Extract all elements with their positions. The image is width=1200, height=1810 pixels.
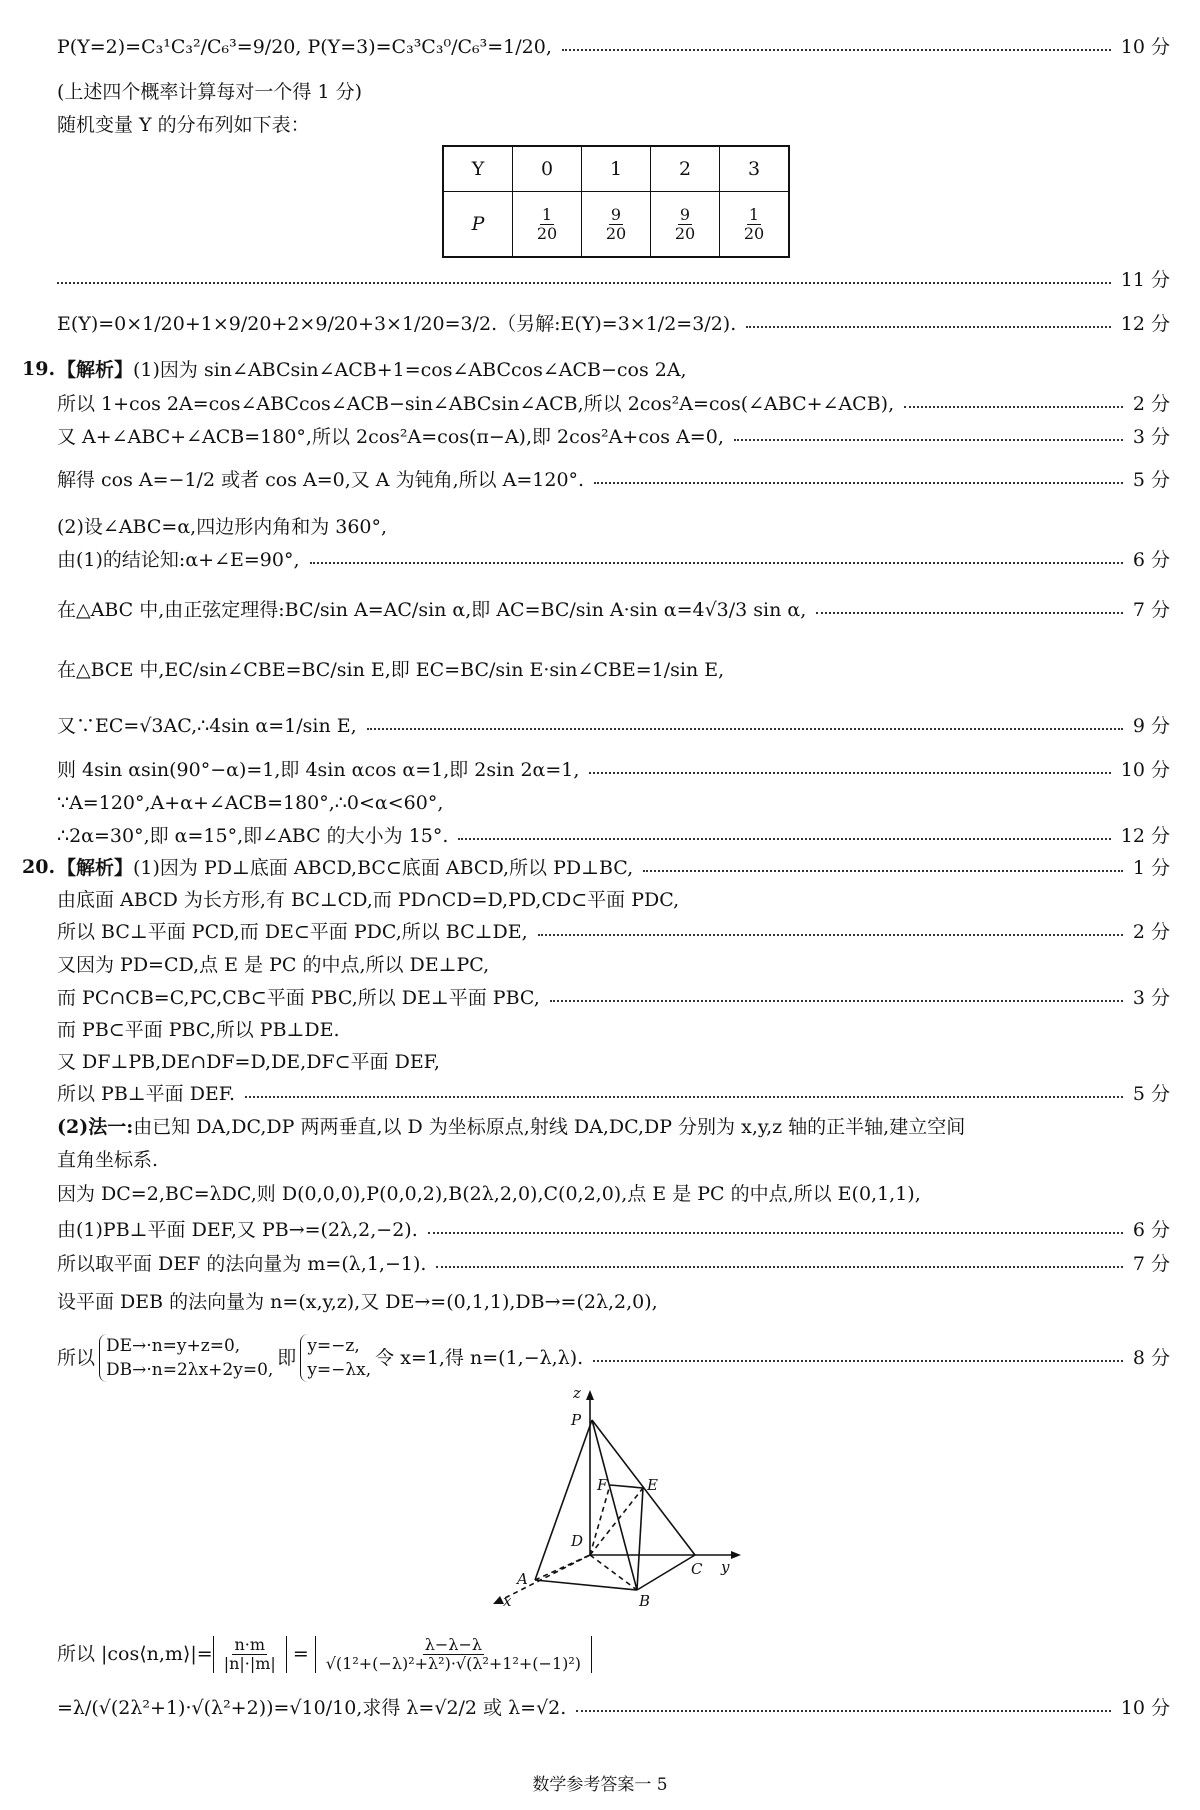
numerator: 9 [679,204,691,224]
denominator: √(1²+(−λ)²+λ²)·√(λ²+1²+(−1)²) [325,1653,582,1673]
equation: DB→·n=2λx+2y=0, [106,1360,274,1380]
line-q19-7 [57,598,1170,622]
equals-sign: = [292,1643,309,1665]
line-text: 直角坐标系. [57,1149,159,1171]
equation-system-1 [99,1334,273,1382]
line-text: 令 x=1,得 n=(1,−λ,λ). [375,1347,584,1369]
leader-dots [538,934,1123,936]
line-text: 又因为 PD=CD,点 E 是 PC 的中点,所以 DE⊥PC, [57,954,490,976]
table-cell: 0 [513,146,582,192]
line-text: (上述四个概率计算每对一个得 1 分) [57,81,362,103]
score-label: 6 分 [1132,1219,1170,1241]
score-label: 9 分 [1132,715,1170,737]
method-label: (2)法一: [57,1116,134,1138]
line-q20-3 [57,920,1170,944]
cos-lhs: |cos⟨n,m⟩|= [101,1643,213,1665]
line-prefix: 所以 [57,1347,96,1369]
line-text: 而 PC∩CB=C,PC,CB⊂平面 PBC,所以 DE⊥平面 PBC, [57,987,540,1009]
leader-dots [57,282,1111,284]
equation: y=−z, [307,1336,360,1356]
table-cell: Y [443,146,513,192]
distribution-table [442,145,790,258]
leader-dots [734,439,1123,441]
line-text: 解得 cos A=−1/2 或者 cos A=0,又 A 为钝角,所以 A=120°. [57,469,585,491]
y-arrow-icon [731,1551,741,1559]
line-q20-cos [57,1626,1170,1682]
leader-dots [576,1710,1110,1712]
equation: DE→·n=y+z=0, [106,1336,241,1356]
leader-dots [310,562,1123,564]
abs-value [213,1636,287,1673]
table-cell: 1 [582,146,651,192]
line-text: 所以取平面 DEF 的法向量为 m=(λ,1,−1). [57,1253,427,1275]
line-q19-11 [57,791,1170,815]
score-label: 12 分 [1120,313,1170,335]
line-text: 由已知 DA,DC,DP 两两垂直,以 D 为坐标原点,射线 DA,DC,DP 分别为 x,y,z 轴的正半轴,建立空间 [133,1116,966,1138]
line-text: 又∵EC=√3AC,∴4sin α=1/sin E, [57,715,357,737]
line-q20-2 [57,888,1170,912]
line-text: 所以 BC⊥平面 PCD,而 DE⊂平面 PDC,所以 BC⊥DE, [57,921,528,943]
table-cell [582,192,651,258]
line-text: E(Y)=0×1/20+1×9/20+2×9/20+3×1/20=3/2.（另解:E(Y)=3×1/2=3/2). [57,313,737,335]
line-text: 由底面 ABCD 为长方形,有 BC⊥CD,而 PD∩CD=D,PD,CD⊂平面 PDC, [57,889,680,911]
score-label: 6 分 [1132,549,1170,571]
line-q19-3 [57,425,1170,449]
line-q19-2 [57,392,1170,416]
line-q20-8 [57,1082,1170,1106]
line-expectation [57,312,1170,336]
line-q19-8 [57,658,1170,682]
line-note-scoring [57,80,1170,104]
table-cell: 2 [651,146,720,192]
score-label: 11 分 [1120,269,1170,291]
line-text: 因为 DC=2,BC=λDC,则 D(0,0,0),P(0,0,2),B(2λ,2,0),C(0,2,0),点 E 是 PC 的中点,所以 E(0,1,1), [57,1183,921,1205]
question-number-20: 20. [22,856,56,878]
fraction [535,206,559,243]
score-label: 1 分 [1132,857,1170,879]
equation-system-2 [300,1334,371,1382]
line-text: ∴2α=30°,即 α=15°,即∠ABC 的大小为 15°. [57,825,449,847]
score-label: 10 分 [1120,36,1170,58]
line-q19-12 [57,824,1170,848]
denominator: 20 [605,223,627,243]
line-text: 则 4sin αsin(90°−α)=1,即 4sin αcos α=1,即 2sin 2α=1, [57,759,580,781]
line-text: 由(1)PB⊥平面 DEF,又 PB→=(2λ,2,−2). [57,1219,418,1241]
score-label: 8 分 [1132,1347,1170,1369]
score-label: 10 分 [1120,1697,1170,1719]
leader-dots [458,838,1110,840]
fraction [604,206,628,243]
question-number-19: 19. [22,358,56,380]
equation: y=−λx, [307,1360,372,1380]
score-label: 3 分 [1132,987,1170,1009]
label-A: A [517,1570,528,1588]
numerator: 1 [541,204,553,224]
line-q20-9 [57,1115,1170,1139]
line-q19-5 [57,515,1170,539]
label-E: E [647,1476,658,1494]
score-label: 2 分 [1132,393,1170,415]
table-cell [651,192,720,258]
score-label: 5 分 [1132,469,1170,491]
line-text: (1)因为 sin∠ABCsin∠ACB+1=cos∠ABCcos∠ACB−cos 2A, [133,359,687,381]
edge-PC [592,1420,695,1555]
table-row [443,146,789,192]
leader-dots [550,1000,1123,1002]
line-text: 由(1)的结论知:α+∠E=90°, [57,549,300,571]
score-label: 5 分 [1132,1083,1170,1105]
edge-FE [610,1485,643,1488]
label-x: x [503,1592,512,1610]
numerator: λ−λ−λ [424,1634,482,1654]
edge-BC [637,1555,695,1590]
line-q20-6 [57,1018,1170,1042]
line-text: ∵A=120°,A+α+∠ACB=180°,∴0<α<60°, [57,792,444,814]
leader-dots [589,772,1110,774]
line-q20-14 [57,1290,1170,1314]
leader-dots [436,1266,1122,1268]
leader-dots [428,1232,1123,1234]
line-q20-15 [57,1330,1170,1386]
label-D: D [571,1532,584,1550]
numerator: 9 [610,204,622,224]
denominator: |n|·|m| [223,1653,276,1673]
line-text: 又 DF⊥PB,DE∩DF=D,DE,DF⊂平面 DEF, [57,1051,440,1073]
line-q20-7 [57,1050,1170,1074]
analysis-tag: 【解析】 [57,857,134,879]
line-mid: 即 [277,1347,297,1369]
denominator: 20 [743,223,765,243]
score-label: 2 分 [1132,921,1170,943]
edge-PA [535,1420,592,1580]
table-row [443,192,789,258]
analysis-tag: 【解析】 [57,359,134,381]
edge-EB [637,1488,643,1590]
z-arrow-icon [586,1390,594,1400]
score-label: 7 分 [1132,599,1170,621]
line-q20-12 [57,1218,1170,1242]
leader-dots [594,482,1123,484]
line-q19-4 [57,468,1170,492]
denominator: 20 [674,223,696,243]
label-P: P [571,1411,582,1429]
label-y: y [721,1558,730,1576]
label-z: z [573,1384,581,1402]
line-q20-13 [57,1252,1170,1276]
line-q20-10 [57,1148,1170,1172]
page-footer: 数学参考答案一 5 [532,1775,668,1795]
line-11-points [57,268,1170,292]
line-text: 所以 1+cos 2A=cos∠ABCcos∠ACB−sin∠ABCsin∠ACB,所以 2cos²A=cos(∠ABC+∠ACB), [57,393,895,415]
line-text: =λ/(√(2λ²+1)·√(λ²+2))=√10/10,求得 λ=√2/2 或 λ=√2. [57,1697,567,1719]
fraction [673,206,697,243]
fraction [222,1636,278,1673]
leader-dots [593,1360,1123,1362]
line-text: (1)因为 PD⊥底面 ABCD,BC⊂底面 ABCD,所以 PD⊥BC, [133,857,634,879]
line-q20-result [57,1696,1170,1720]
line-q19-9 [57,714,1170,738]
line-q19-1 [57,358,1170,382]
leader-dots [904,406,1123,408]
table-cell [720,192,790,258]
leader-dots [816,612,1123,614]
denominator: 20 [536,223,558,243]
label-B: B [639,1592,651,1610]
label-F: F [597,1476,608,1494]
table-cell: 3 [720,146,790,192]
fraction [742,206,766,243]
line-text: 所以 PB⊥平面 DEF. [57,1083,236,1105]
line-q19-10 [57,758,1170,782]
edge-AB [535,1580,637,1590]
leader-dots [746,326,1111,328]
score-label: 3 分 [1132,426,1170,448]
line-text: 随机变量 Y 的分布列如下表： [57,114,310,136]
line-text: 设平面 DEB 的法向量为 n=(x,y,z),又 DE→=(0,1,1),DB→=(2λ,2,0), [57,1291,658,1313]
line-q20-4 [57,953,1170,977]
leader-dots [367,728,1123,730]
leader-dots [643,870,1123,872]
numerator: n·m [234,1634,266,1654]
numerator: 1 [748,204,760,224]
line-q19-6 [57,548,1170,572]
line-text: 在△ABC 中,由正弦定理得:BC/sin A=AC/sin α,即 AC=BC/sin A·sin α=4√3/3 sin α, [57,599,807,621]
pyramid-figure [485,1380,745,1610]
label-C: C [691,1560,703,1578]
line-text: 而 PB⊂平面 PBC,所以 PB⊥DE. [57,1019,340,1041]
line-q20-11 [57,1182,1170,1206]
leader-dots [562,49,1111,51]
line-text: (2)设∠ABC=α,四边形内角和为 360°, [57,516,388,538]
edge-DF [590,1485,610,1555]
line-distribution-intro [57,113,1170,137]
line-text: P(Y=2)=C₃¹C₃²/C₆³=9/20, P(Y=3)=C₃³C₃⁰/C₆³=1/20, [57,36,552,58]
table-cell [513,192,582,258]
score-label: 10 分 [1120,759,1170,781]
score-label: 12 分 [1120,825,1170,847]
fraction [324,1636,583,1673]
line-p-y2-y3 [57,35,1170,59]
abs-value [315,1636,592,1673]
line-q20-5 [57,986,1170,1010]
line-text: 又 A+∠ABC+∠ACB=180°,所以 2cos²A=cos(π−A),即 2cos²A+cos A=0, [57,426,724,448]
leader-dots [245,1096,1123,1098]
line-q20-1 [57,856,1170,880]
table-cell: P [443,192,513,258]
score-label: 7 分 [1132,1253,1170,1275]
line-text: 在△BCE 中,EC/sin∠CBE=BC/sin E,即 EC=BC/sin E·sin∠CBE=1/sin E, [57,659,725,681]
edge-DE [590,1488,643,1555]
line-prefix: 所以 [57,1643,96,1665]
